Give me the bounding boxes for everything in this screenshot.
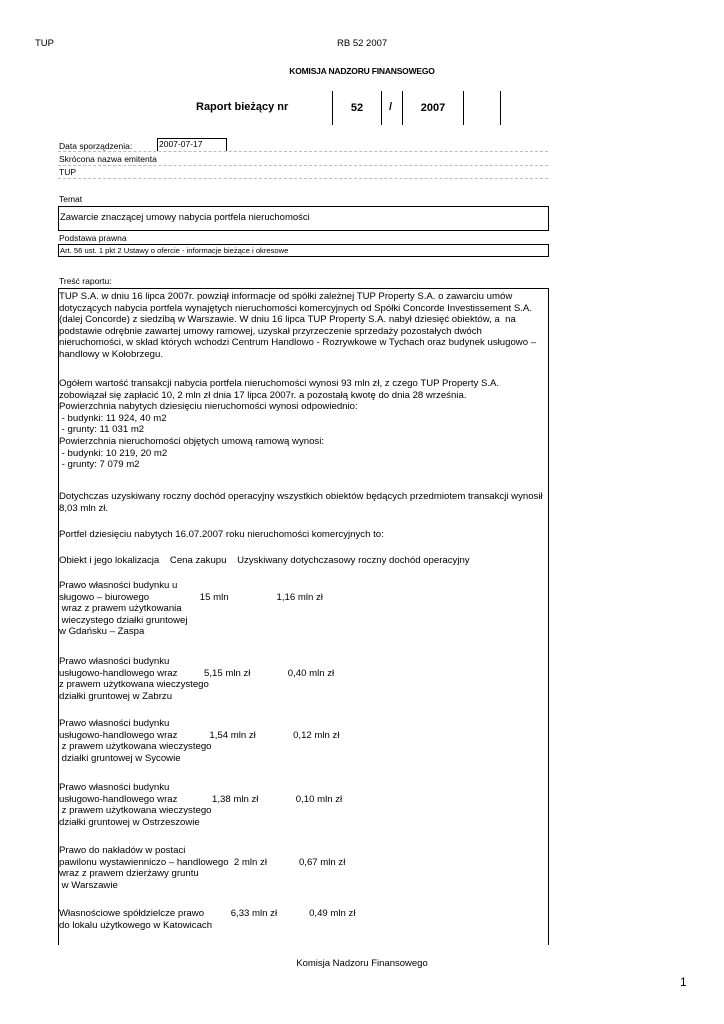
paragraph: TUP S.A. w dniu 16 lipca 2007r. powziął informacje od spółki zależnej TUP Property S.A. o zawarciu umów dotyczących nabycia portfela wynajętych nieruchomości komercyjnych od Spółki Concorde Investissement S.A. (dalej Concorde) z siedzibą w Warszawie. W dniu 16 lipca TUP Property S.A. nabył dziesięć obiektów, a na podstawie odrębnie zawartej umowy ramowej, uzyskał przyrzeczenie sprzedaży pozostałych dwóch nieruchomości, w skład których wchodzi Centrum Handlowo - Rozrywkowe w Tychach oraz budynek usługowo – handlowy w Kołobrzegu.: [59, 291, 537, 360]
report-extra-cell: [463, 91, 501, 125]
report-year: 2007: [402, 91, 464, 125]
date-label: Data sporządzenia:: [59, 141, 133, 151]
authority-title: KOMISJA NADZORU FINANSOWEGO: [289, 66, 435, 76]
divider: [58, 178, 548, 179]
header-center: RB 52 2007: [337, 38, 388, 49]
legal-basis-value: Art. 56 ust. 1 pkt 2 Ustawy o ofercie - informacje bieżące i okresowe: [58, 244, 549, 257]
report-slash: /: [389, 101, 393, 113]
header-left: TUP: [35, 38, 54, 49]
paragraph: Dotychczas uzyskiwany roczny dochód operacyjny wszystkich obiektów będących przedmiotem transakcji wynosił 8,03 mln zł.: [59, 491, 543, 514]
date-value: 2007-07-17: [157, 138, 227, 151]
footer-center: Komisja Nadzoru Finansowego: [296, 958, 428, 969]
legal-basis-label: Podstawa prawna: [59, 233, 127, 243]
content-label: Treść raportu:: [59, 276, 112, 286]
divider: [58, 151, 548, 152]
paragraph: Portfel dziesięciu nabytych 16.07.2007 roku nieruchomości komercyjnych to:: [59, 529, 384, 540]
topic-value: Zawarcie znaczącej umowy nabycia portfela nieruchomości: [58, 206, 549, 231]
paragraph: Prawo własności budynku usługowo-handlowego wraz 5,15 mln zł 0,40 mln zł z prawem użytkowana wieczystego działki gruntowej w Zabrzu: [59, 656, 335, 702]
paragraph: Własnościowe spółdzielcze prawo 6,33 mln zł 0,49 mln zł do lokalu użytkowego w Katowicach: [59, 908, 356, 931]
page-number: 1: [680, 975, 687, 989]
divider: [58, 165, 548, 166]
report-number: 52: [332, 91, 382, 125]
issuer-label: Skrócona nazwa emitenta: [59, 154, 157, 164]
paragraph: Prawo własności budynku usługowo-handlowego wraz 1,38 mln zł 0,10 mln zł z prawem użytkowana wieczystego działki gruntowej w Ostrzeszowie: [59, 782, 343, 828]
paragraph: Prawo własności budynku usługowo-handlowego wraz 1,54 mln zł 0,12 mln zł z prawem użytkowana wieczystego działki gruntowej w Sycowie: [59, 718, 340, 764]
paragraph: Ogółem wartość transakcji nabycia portfela nieruchomości wynosi 93 mln zł, z czego TUP Property S.A. zobowiązał się zapłacić 10, 2 mln zł dnia 17 lipca 2007r. a pozostałą kwotę do dnia 28 września. Powierzchnia nabytych dziesięciu nieruchomości wynosi odpowiednio: - budynki: 11 924, 40 m2 - grunty: 11 031 m2 Powierzchnia nieruchomości objętych umową ramową wynosi: - budynki: 10 219, 20 m2 - grunty: 7 079 m2: [59, 378, 500, 471]
report-title: Raport bieżący nr: [196, 101, 289, 113]
paragraph: Prawo do nakładów w postaci pawilonu wystawienniczo – handlowego 2 mln zł 0,67 mln zł wraz z prawem dzierżawy gruntu w Warszawie: [59, 845, 346, 891]
paragraph: Obiekt i jego lokalizacja Cena zakupu Uzyskiwany dotychczasowy roczny dochód operacyjny: [59, 555, 470, 566]
paragraph: Prawo własności budynku u sługowo – biurowego 15 mln 1,16 mln zł wraz z prawem użytkowania wieczystego działki gruntowej w Gdańsku – Zaspa: [59, 580, 323, 638]
topic-label: Temat: [59, 194, 83, 204]
issuer-value: TUP: [59, 167, 76, 177]
